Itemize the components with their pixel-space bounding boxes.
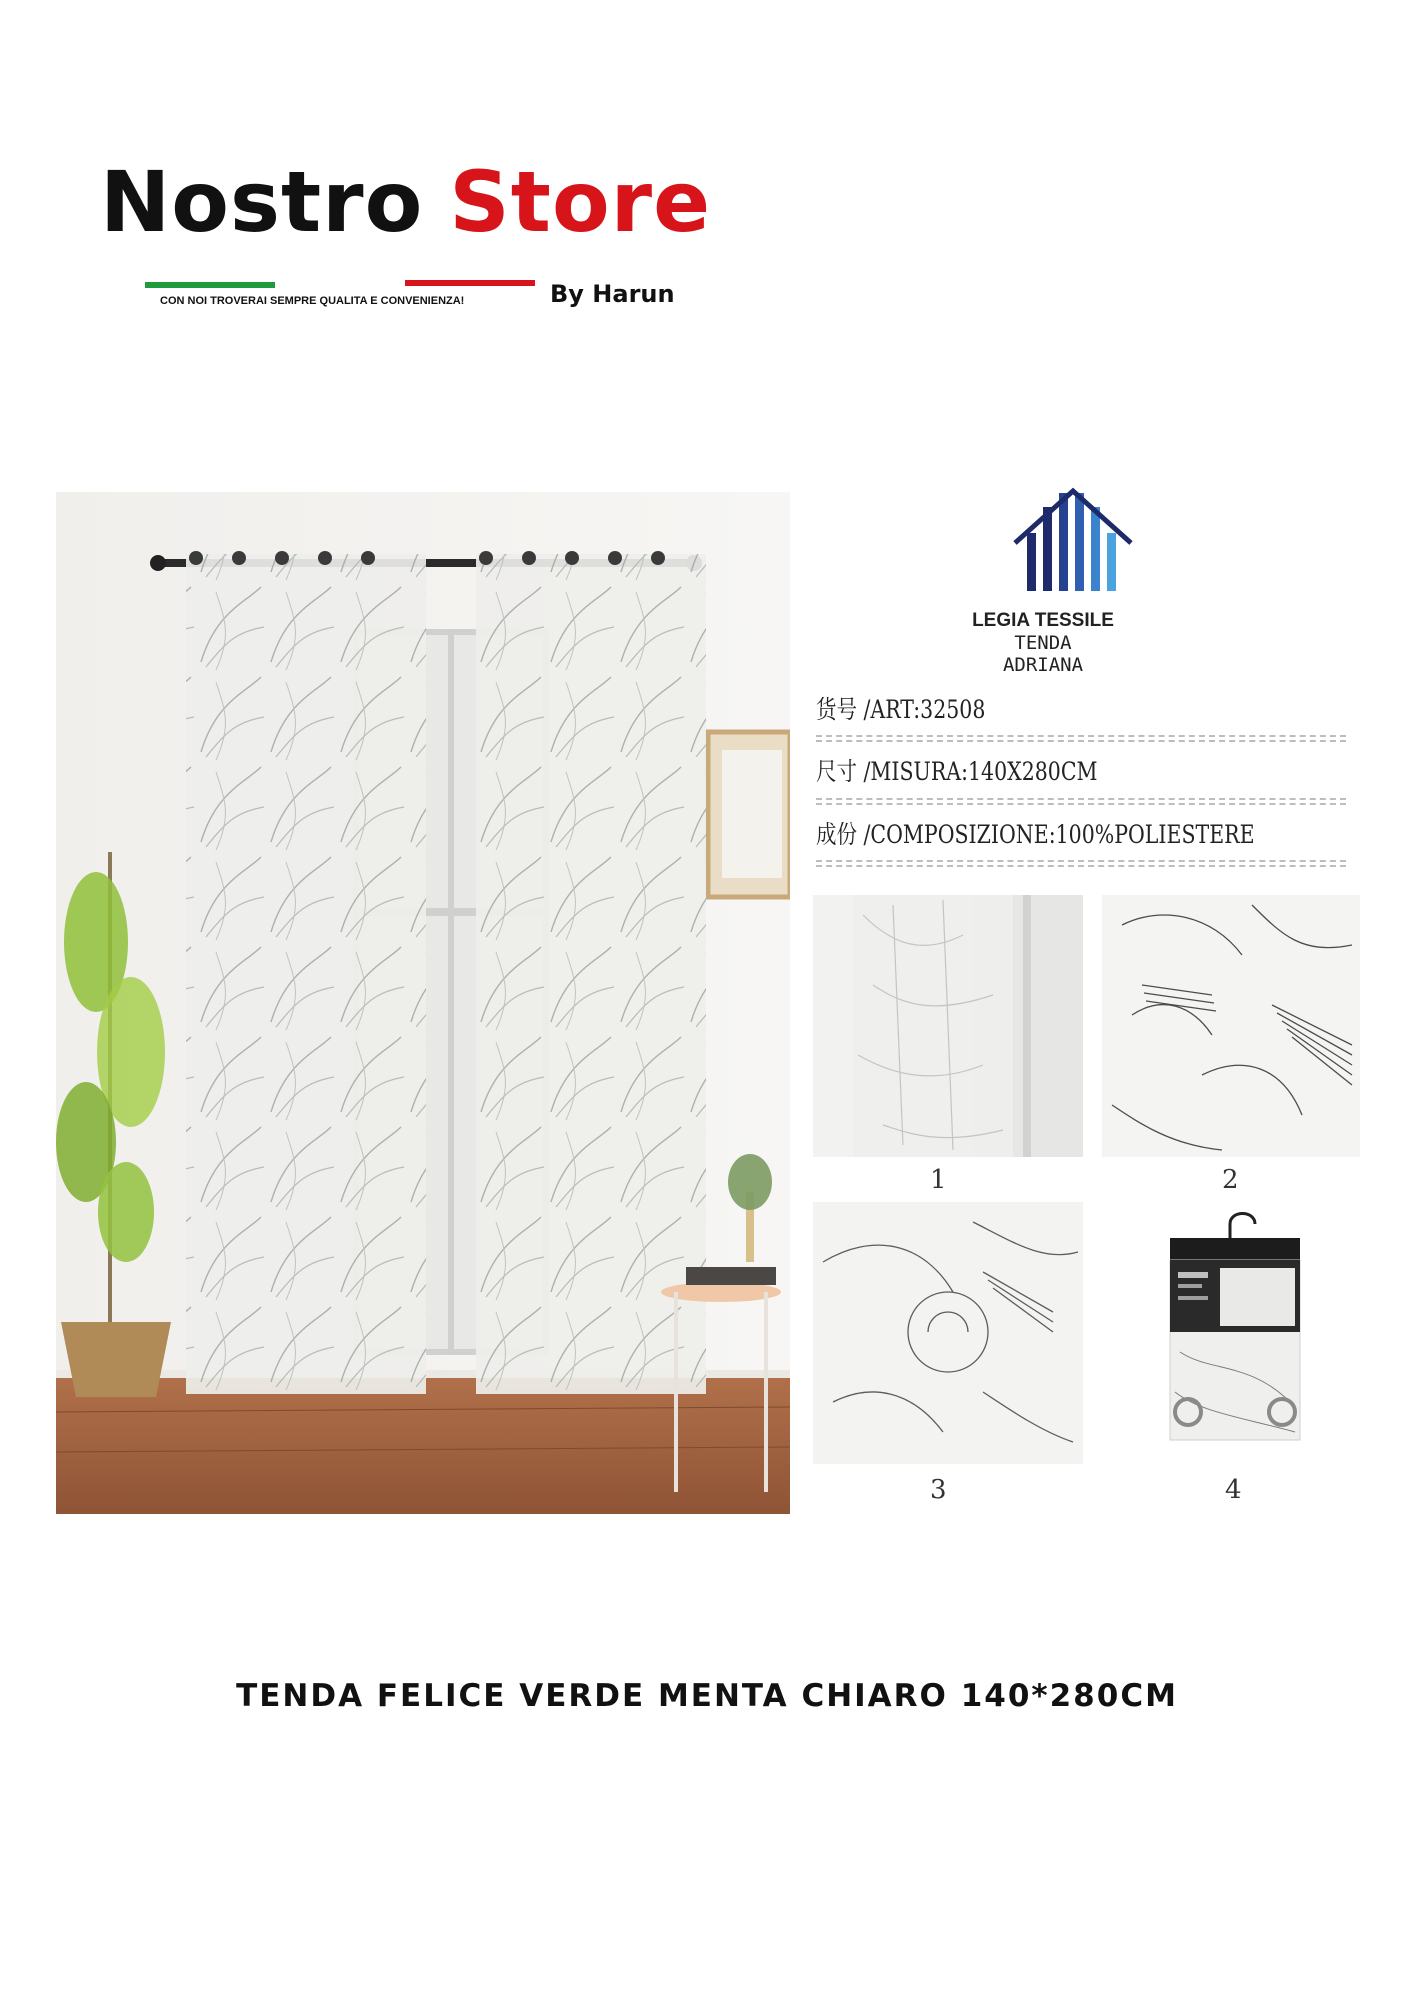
spec-composition: 成份 /COMPOSIZIONE:100%POLIESTERE [816,820,1255,849]
store-name [100,153,712,251]
thumbnail-1-sheer-curtain-window-photo [813,895,1083,1157]
product-model: ADRIANA [1002,654,1084,676]
thumbnail-number: 4 [1225,1475,1242,1505]
divider [816,798,1346,800]
thumbnail-number: 2 [1222,1165,1239,1195]
thumbnail-4-packaged-curtain-photo [1110,1202,1380,1464]
store-name-word-2: Store [449,153,712,251]
store-tagline: CON NOI TROVERAI SEMPRE QUALITA E CONVENIENZA! [160,295,465,307]
store-logo [100,153,712,310]
house-bars-icon [1013,485,1133,595]
thumbnail-number: 3 [930,1475,947,1505]
red-underline [405,280,535,286]
spec-size: 尺寸 /MISURA:140X280CM [816,757,1098,786]
thumbnail-2-fabric-detail-photo [1102,895,1360,1157]
thumbnail-number: 1 [930,1165,947,1195]
thumbnail-3-fabric-swirl-photo [813,1202,1083,1464]
main-curtain-photo [56,492,790,1514]
divider [816,860,1346,862]
divider [816,865,1346,867]
divider [816,740,1346,742]
store-byline: By Harun [550,280,675,308]
spec-art: 货号 /ART:32508 [816,695,986,724]
divider [816,735,1346,737]
divider [816,803,1346,805]
green-underline [145,282,275,288]
product-category: TENDA [1014,632,1072,654]
product-info-panel [808,480,1388,880]
product-title: TENDA FELICE VERDE MENTA CHIARO 140*280CM [236,1678,1178,1714]
brand-name: LEGIA TESSILE [972,610,1114,631]
store-name-word-1: Nostro [100,153,424,251]
